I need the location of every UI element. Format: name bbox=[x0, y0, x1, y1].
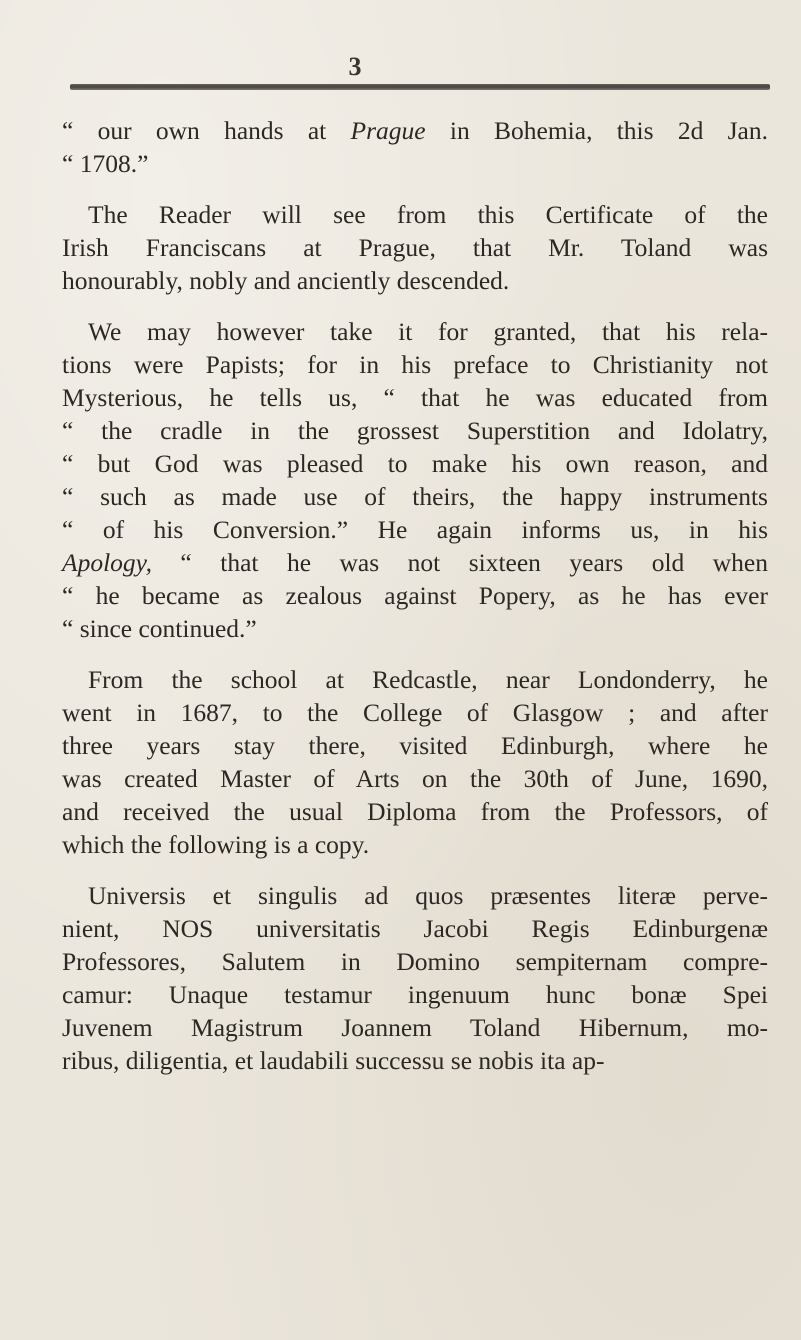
text-line bbox=[62, 114, 768, 147]
text-line: Irish Franciscans at Prague, that Mr. Toland was bbox=[62, 233, 768, 262]
text-line: Mysterious, he tells us, “ that he was educated from bbox=[62, 383, 768, 412]
paragraph bbox=[62, 315, 768, 645]
text-line: “ but God was pleased to make his own reason, and bbox=[62, 449, 768, 478]
italic-term: Apology, bbox=[62, 548, 152, 577]
italic-term: Prague bbox=[350, 116, 426, 145]
text-line bbox=[62, 546, 768, 579]
text-line: The Reader will see from this Certificate of the bbox=[88, 200, 768, 229]
text-line: went in 1687, to the College of Glasgow ; and after bbox=[62, 698, 768, 727]
paragraph bbox=[62, 198, 768, 297]
text-line: nient, NOS universitatis Jacobi Regis Edinburgenæ bbox=[62, 914, 768, 943]
text-line: From the school at Redcastle, near Londonderry, he bbox=[88, 665, 768, 694]
text-run: in Bohemia, this 2d Jan. bbox=[425, 116, 768, 145]
paragraph-gap bbox=[62, 645, 768, 663]
paragraph bbox=[62, 114, 768, 180]
text-line: “ since continued.” bbox=[62, 614, 257, 643]
text-run: “ that he was not sixteen years old when bbox=[151, 548, 768, 577]
paragraph-gap bbox=[62, 297, 768, 315]
text-line: was created Master of Arts on the 30th of June, 1690, bbox=[62, 764, 768, 793]
text-line: Juvenem Magistrum Joannem Toland Hibernum, mo- bbox=[62, 1013, 768, 1042]
text-line: “ 1708.” bbox=[62, 149, 149, 178]
paragraph bbox=[62, 879, 768, 1077]
text-line: “ such as made use of theirs, the happy instruments bbox=[62, 482, 768, 511]
text-line: We may however take it for granted, that his rela- bbox=[88, 317, 768, 346]
text-line: camur: Unaque testamur ingenuum hunc bonæ Spei bbox=[62, 980, 768, 1009]
header-rule bbox=[70, 84, 770, 90]
page-number: 3 bbox=[348, 52, 362, 81]
paragraph-gap bbox=[62, 861, 768, 879]
text-line: three years stay there, visited Edinburgh, where he bbox=[62, 731, 768, 760]
text-run: “ our own hands at bbox=[62, 116, 351, 145]
text-line: “ the cradle in the grossest Superstition and Idolatry, bbox=[62, 416, 768, 445]
paragraph-gap bbox=[62, 180, 768, 198]
paragraph bbox=[62, 663, 768, 861]
text-line: “ of his Conversion.” He again informs us, in his bbox=[62, 515, 768, 544]
text-line: Professores, Salutem in Domino sempiternam compre- bbox=[62, 947, 768, 976]
text-line: Universis et singulis ad quos præsentes literæ perve- bbox=[88, 881, 768, 910]
text-line: and received the usual Diploma from the Professors, of bbox=[62, 797, 768, 826]
text-line: ribus, diligentia, et laudabili successu se nobis ita ap- bbox=[62, 1046, 605, 1075]
text-line: tions were Papists; for in his preface to Christianity not bbox=[62, 350, 768, 379]
body-text bbox=[62, 114, 768, 1077]
text-line: honourably, nobly and anciently descended. bbox=[62, 266, 510, 295]
text-line: which the following is a copy. bbox=[62, 830, 370, 859]
text-line: “ he became as zealous against Popery, as he has ever bbox=[62, 581, 768, 610]
